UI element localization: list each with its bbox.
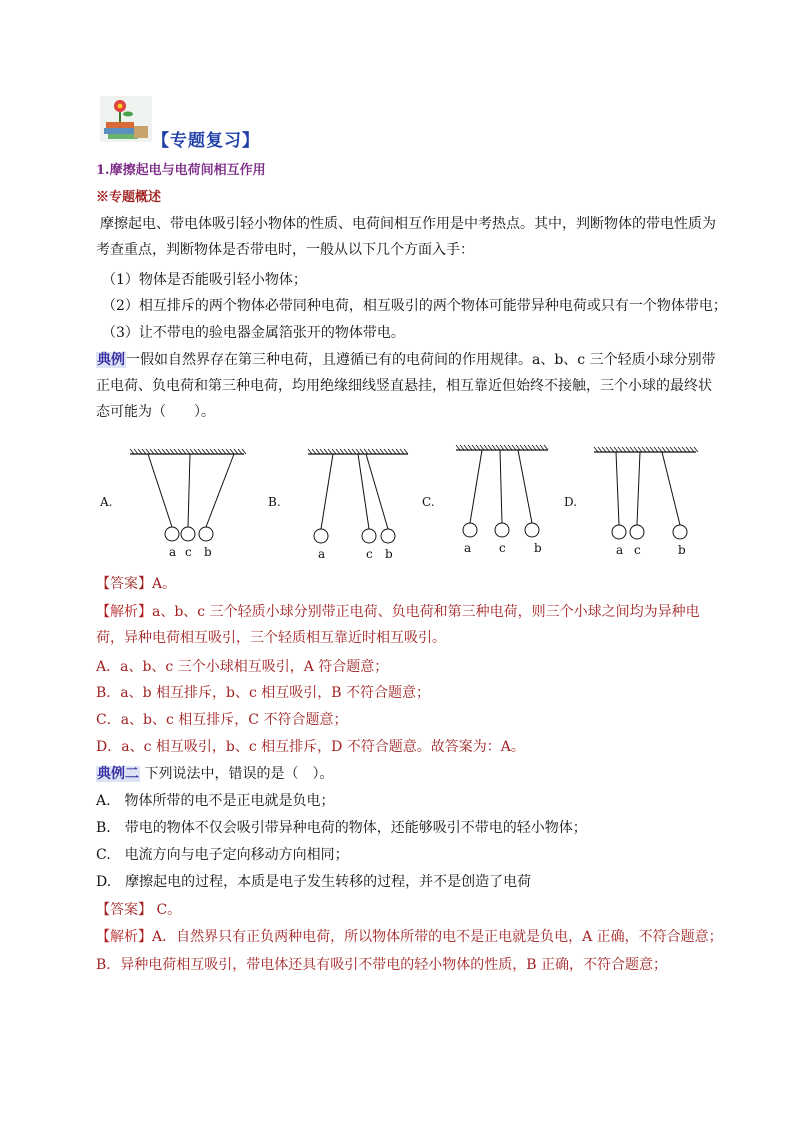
- ceiling-hatch: [638, 447, 642, 452]
- ceiling-hatch: [594, 447, 598, 452]
- example2-analysis-label: 【解析】: [96, 929, 152, 945]
- ceiling-hatch: [678, 447, 682, 452]
- option-letter-2: C.: [422, 495, 435, 509]
- section-heading: 1.摩擦起电与电荷间相互作用: [96, 163, 266, 178]
- ceiling-hatch: [162, 449, 166, 454]
- option-letter-0: A.: [100, 495, 113, 509]
- ceiling-hatch: [654, 447, 658, 452]
- ceiling-hatch: [242, 449, 246, 454]
- ceiling-hatch: [372, 449, 376, 454]
- ceiling-hatch: [230, 449, 234, 454]
- pendulum-diagram: [96, 440, 716, 565]
- ceiling-hatch: [154, 449, 158, 454]
- example1-text: 一假如自然界存在第三种电荷，且遵循已有的电荷间的作用规律。a、b、c 三个轻质小球分别带正电荷、负电荷和第三种电荷，均用绝缘细线竖直悬挂，相互靠近但始终不接触，三个小球的最终状态可能为（ ）。: [96, 352, 716, 420]
- example2-answer: 【答案】 C。: [96, 902, 182, 918]
- thread: [148, 454, 172, 527]
- ceiling-hatch: [234, 449, 238, 454]
- ceiling-hatch: [368, 449, 372, 454]
- ceiling-hatch: [520, 445, 524, 450]
- ceiling-hatch: [134, 449, 138, 454]
- ceiling-hatch: [174, 449, 178, 454]
- ceiling-hatch: [138, 449, 142, 454]
- ceiling-hatch: [222, 449, 226, 454]
- ceiling-hatch: [198, 449, 202, 454]
- ceiling-hatch: [348, 449, 352, 454]
- example1-tag: 典例: [97, 352, 125, 368]
- example1-choice-b: B．a、b 相互排斥，b、c 相互吸引，B 不符合题意；: [96, 685, 431, 701]
- example2-option-d: D. 摩擦起电的过程，本质是电子发生转移的过程，并不是创造了电荷: [96, 874, 532, 890]
- ceiling-hatch: [598, 447, 602, 452]
- ceiling-hatch: [484, 445, 488, 450]
- ceiling-hatch: [166, 449, 170, 454]
- example2-stem: [96, 764, 333, 784]
- overview-item-2: （2）相互排斥的两个物体必带同种电荷，相互吸引的两个物体可能带异种电荷或只有一个物体带电；: [102, 298, 727, 314]
- ceiling-hatch: [630, 447, 634, 452]
- ball-label: c: [185, 545, 192, 559]
- ceiling-hatch: [650, 447, 654, 452]
- example1-analysis-label: 【解析】: [96, 604, 152, 620]
- thread: [616, 452, 619, 525]
- ball-label: b: [678, 543, 686, 557]
- overview-paragraph: 摩擦起电、带电体吸引轻小物体的性质、电荷间相互作用是中考热点。其中，判断物体的带电性质为考查重点，判断物体是否带电时，一般从以下几个方面入手：: [96, 216, 716, 258]
- ceiling-hatch: [396, 449, 400, 454]
- ceiling-hatch: [178, 449, 182, 454]
- ceiling-hatch: [332, 449, 336, 454]
- ceiling-hatch: [670, 447, 674, 452]
- ceiling-hatch: [674, 447, 678, 452]
- ceiling-hatch: [344, 449, 348, 454]
- ceiling-hatch: [170, 449, 174, 454]
- ceiling-hatch: [214, 449, 218, 454]
- ball-label: a: [464, 541, 472, 555]
- ball-label: c: [499, 541, 506, 555]
- ceiling-hatch: [496, 445, 500, 450]
- example2-analysis-text-1: A．自然界只有正负两种电荷，所以物体所带的电不是正电就是负电，A 正确，不符合题意；: [152, 929, 723, 945]
- ceiling-hatch: [202, 449, 206, 454]
- ball: [463, 523, 477, 537]
- ceiling-hatch: [336, 449, 340, 454]
- ball: [362, 529, 376, 543]
- ceiling-hatch: [508, 445, 512, 450]
- ceiling-hatch: [618, 447, 622, 452]
- ceiling-hatch: [500, 445, 504, 450]
- ceiling-hatch: [380, 449, 384, 454]
- ceiling-hatch: [614, 447, 618, 452]
- ball-label: a: [318, 547, 326, 561]
- ceiling-hatch: [360, 449, 364, 454]
- thread: [470, 450, 482, 523]
- ceiling-hatch: [606, 447, 610, 452]
- ceiling-hatch: [460, 445, 464, 450]
- ceiling-hatch: [686, 447, 690, 452]
- ceiling-hatch: [666, 447, 670, 452]
- ceiling-hatch: [404, 449, 408, 454]
- example1-analysis: [96, 599, 720, 651]
- thread: [500, 450, 502, 523]
- ceiling-hatch: [364, 449, 368, 454]
- ceiling-hatch: [312, 449, 316, 454]
- ceiling-hatch: [130, 449, 134, 454]
- ceiling-hatch: [320, 449, 324, 454]
- ceiling-hatch: [388, 449, 392, 454]
- flower-books-icon: [100, 96, 152, 142]
- ball-label: b: [204, 545, 212, 559]
- ceiling-hatch: [210, 449, 214, 454]
- ceiling-hatch: [400, 449, 404, 454]
- example2-option-a: A. 物体所带的电不是正电就是负电；: [96, 793, 335, 809]
- ball-label: b: [385, 547, 393, 561]
- ceiling-hatch: [622, 447, 626, 452]
- ball: [381, 529, 395, 543]
- ceiling-hatch: [190, 449, 194, 454]
- example2-text: 下列说法中，错误的是（ ）。: [144, 766, 334, 782]
- thread: [366, 454, 388, 529]
- example2-option-c: C. 电流方向与电子定向移动方向相同；: [96, 847, 349, 863]
- ball: [181, 527, 195, 541]
- ceiling-hatch: [524, 445, 528, 450]
- example2-analysis-1: [96, 927, 723, 947]
- ceiling-hatch: [626, 447, 630, 452]
- ceiling-hatch: [468, 445, 472, 450]
- thread: [518, 450, 532, 523]
- ceiling-hatch: [328, 449, 332, 454]
- ceiling-hatch: [182, 449, 186, 454]
- ceiling-hatch: [218, 449, 222, 454]
- ball: [495, 523, 509, 537]
- ceiling-hatch: [356, 449, 360, 454]
- ball: [314, 529, 328, 543]
- ball-label: a: [169, 545, 177, 559]
- overview-item-1: （1）物体是否能吸引轻小物体；: [102, 272, 307, 288]
- ball-label: c: [634, 543, 641, 557]
- ceiling-hatch: [324, 449, 328, 454]
- ceiling-hatch: [308, 449, 312, 454]
- ceiling-hatch: [504, 445, 508, 450]
- thread: [206, 454, 234, 527]
- ceiling-hatch: [194, 449, 198, 454]
- ceiling-hatch: [634, 447, 638, 452]
- ceiling-hatch: [186, 449, 190, 454]
- example1-answer: 【答案】A。: [96, 576, 177, 592]
- ceiling-hatch: [352, 449, 356, 454]
- ball: [199, 527, 213, 541]
- ceiling-hatch: [532, 445, 536, 450]
- ceiling-hatch: [488, 445, 492, 450]
- ceiling-hatch: [146, 449, 150, 454]
- ceiling-hatch: [544, 445, 548, 450]
- ceiling-hatch: [464, 445, 468, 450]
- ball-label: a: [616, 543, 624, 557]
- ceiling-hatch: [536, 445, 540, 450]
- example2-analysis-2: B．异种电荷相互吸引，带电体还具有吸引不带电的轻小物体的性质，B 正确，不符合题意；: [96, 957, 668, 973]
- ball-label: b: [534, 541, 542, 555]
- ceiling-hatch: [472, 445, 476, 450]
- header-icon: [100, 96, 152, 142]
- ceiling-hatch: [142, 449, 146, 454]
- thread: [321, 454, 333, 529]
- thread: [358, 454, 369, 529]
- option-letter-3: D.: [564, 495, 578, 509]
- example1-choice-c: C．a、b、c 相互排斥，C 不符合题意；: [96, 712, 348, 728]
- example1-choice-a: A．a、b、c 三个小球相互吸引，A 符合题意；: [96, 659, 389, 675]
- ball-label: c: [366, 547, 373, 561]
- ceiling-hatch: [480, 445, 484, 450]
- ceiling-hatch: [662, 447, 666, 452]
- ceiling-hatch: [392, 449, 396, 454]
- ceiling-hatch: [602, 447, 606, 452]
- thread: [188, 454, 190, 527]
- page-title: 【专题复习】: [152, 131, 260, 151]
- ceiling-hatch: [694, 447, 698, 452]
- ceiling-hatch: [476, 445, 480, 450]
- ceiling-hatch: [682, 447, 686, 452]
- example2-tag: 典例二: [97, 766, 139, 782]
- example1-analysis-text: a、b、c 三个轻质小球分别带正电荷、负电荷和第三种电荷，则三个小球之间均为异种电荷，异种电荷相互吸引，三个轻质相互靠近时相互吸引。: [96, 604, 700, 646]
- example2-option-b: B. 带电的物体不仅会吸引带异种电荷的物体，还能够吸引不带电的轻小物体；: [96, 820, 587, 836]
- ball: [612, 525, 626, 539]
- ceiling-hatch: [340, 449, 344, 454]
- ceiling-hatch: [376, 449, 380, 454]
- ball: [165, 527, 179, 541]
- example1-choice-d: D．a、c 相互吸引，b、c 相互排斥，D 不符合题意。故答案为：A。: [96, 739, 525, 755]
- ceiling-hatch: [226, 449, 230, 454]
- example1-stem: [96, 347, 720, 425]
- ceiling-hatch: [384, 449, 388, 454]
- option-letter-1: B.: [268, 495, 281, 509]
- ceiling-hatch: [158, 449, 162, 454]
- ceiling-hatch: [492, 445, 496, 450]
- ceiling-hatch: [646, 447, 650, 452]
- ceiling-hatch: [516, 445, 520, 450]
- ceiling-hatch: [150, 449, 154, 454]
- ceiling-hatch: [658, 447, 662, 452]
- thread: [637, 452, 640, 525]
- ceiling-hatch: [206, 449, 210, 454]
- ceiling-hatch: [690, 447, 694, 452]
- thread: [662, 452, 680, 525]
- ceiling-hatch: [238, 449, 242, 454]
- ceiling-hatch: [316, 449, 320, 454]
- ceiling-hatch: [512, 445, 516, 450]
- ball: [630, 525, 644, 539]
- ball: [673, 525, 687, 539]
- ceiling-hatch: [610, 447, 614, 452]
- ceiling-hatch: [456, 445, 460, 450]
- overview-label: ※专题概述: [96, 190, 162, 205]
- ceiling-hatch: [540, 445, 544, 450]
- overview-item-3: （3）让不带电的验电器金属箔张开的物体带电。: [102, 325, 405, 341]
- ceiling-hatch: [528, 445, 532, 450]
- ball: [525, 523, 539, 537]
- ceiling-hatch: [642, 447, 646, 452]
